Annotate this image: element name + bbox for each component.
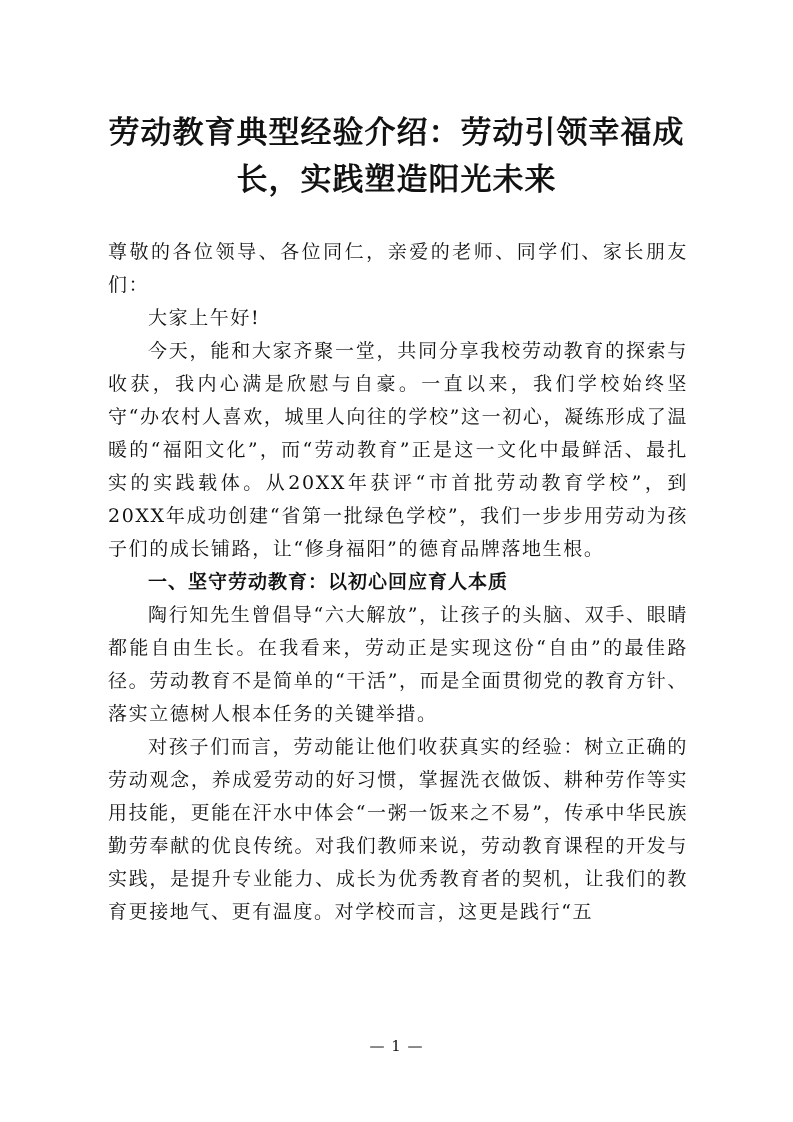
section-paragraph: 陶行知先生曾倡导“六大解放”，让孩子的头脑、双手、眼睛都能自由生长。在我看来，劳动正是实现这份“自由”的最佳路径。劳动教育不是简单的“干活”，而是全面贯彻党的教育方针、落实立德树人根本任务的关键举措。	[108, 604, 688, 725]
greeting-paragraph: 大家上午好!	[148, 307, 261, 329]
title-line-1: 劳动教育典型经验介绍：劳动引领幸福成	[108, 115, 685, 151]
salutation-paragraph: 尊敬的各位领导、各位同仁，亲爱的老师、同学们、家长朋友们：	[108, 241, 688, 296]
title-line-2: 长，实践塑造阳光未来	[236, 162, 557, 198]
section-heading: 一、坚守劳动教育：以初心回应育人本质	[148, 571, 509, 593]
intro-paragraph: 今天，能和大家齐聚一堂，共同分享我校劳动教育的探索与收获，我内心满是欣慰与自豪。一直以来，我们学校始终坚守“办农村人喜欢，城里人向往的学校”这一初心，凝练形成了温暖的“福阳文化”，而“劳动教育”正是这一文化中最鲜活、最扎实的实践载体。从20XX年获评“市首批劳动教育学校”，到20XX年成功创建“省第一批绿色学校”，我们一步步用劳动为孩子们的成长铺路，让“修身福阳”的德育品牌落地生根。	[108, 340, 688, 560]
document-body	[108, 236, 688, 929]
document-title	[100, 110, 693, 204]
page-number: — 1 —	[369, 1037, 424, 1055]
section-paragraph: 对孩子们而言，劳动能让他们收获真实的经验：树立正确的劳动观念，养成爱劳动的好习惯，掌握洗衣做饭、耕种劳作等实用技能，更能在汗水中体会“一粥一饭来之不易”，传承中华民族勤劳奉献的优良传统。对我们教师来说，劳动教育课程的开发与实践，是提升专业能力、成长为优秀教育者的契机，让我们的教育更接地气、更有温度。对学校而言，这更是践行“五	[108, 736, 688, 923]
